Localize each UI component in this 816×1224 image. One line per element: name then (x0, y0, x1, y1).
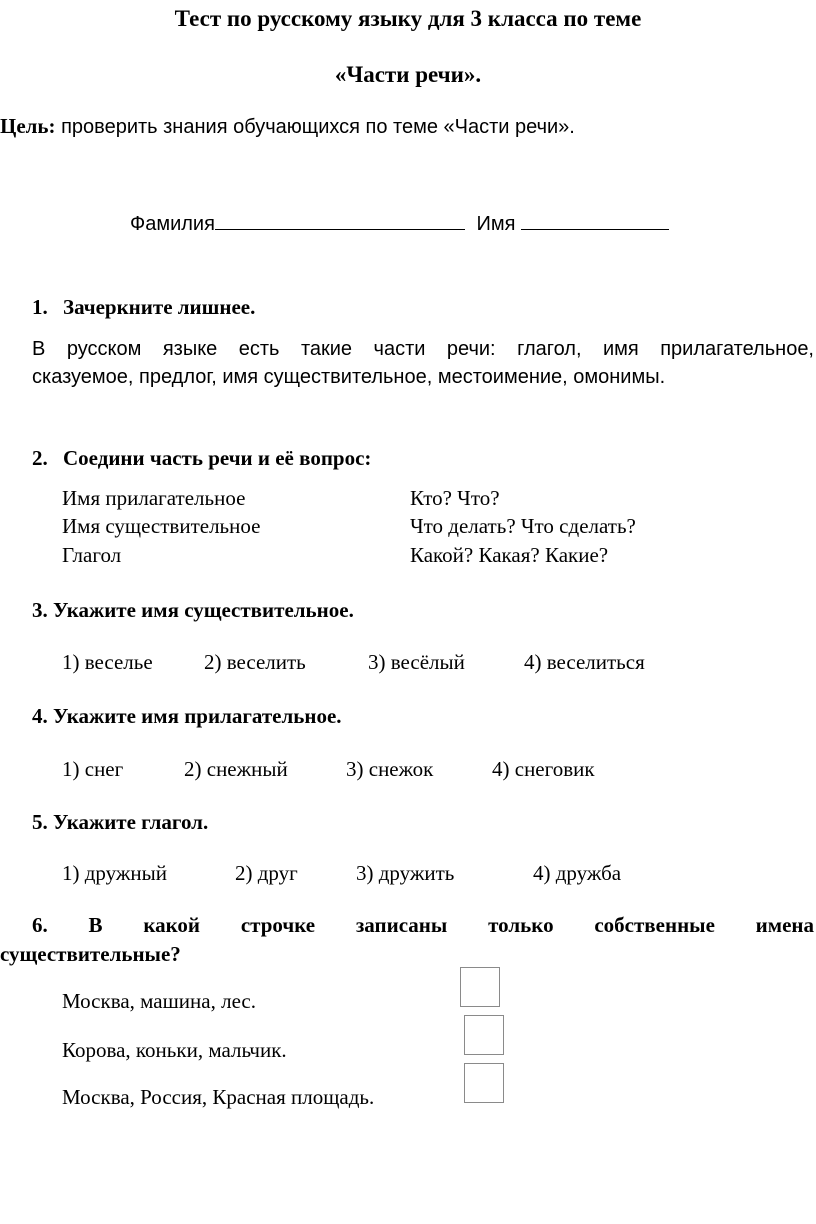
goal-line (0, 114, 575, 139)
q2-heading (32, 446, 371, 471)
q1-text-line1: В русском языке есть такие части речи: глагол, имя прилагательное, (32, 338, 814, 360)
q3-option[interactable]: 1) веселье (62, 650, 153, 674)
goal-text: проверить знания обучающихся по теме «Части речи». (55, 116, 575, 138)
q4-heading: 4. Укажите имя прилагательное. (32, 704, 342, 728)
q6-option: Москва, машина, лес. (62, 989, 256, 1013)
q4-option[interactable]: 4) снеговик (492, 757, 595, 781)
q5-option[interactable]: 1) дружный (62, 861, 167, 885)
q1-number: 1. (32, 295, 48, 319)
q3-option[interactable]: 4) веселиться (524, 650, 645, 674)
name-label: Имя (476, 213, 516, 235)
surname-blank[interactable] (215, 211, 465, 230)
q6-heading-line1: 6. В какой строчке записаны только собственные имена (32, 913, 814, 937)
q2-left-item: Имя прилагательное (62, 486, 246, 510)
q1-heading (32, 295, 255, 320)
page-subtitle: «Части речи». (334, 62, 482, 87)
q6-answer-checkbox[interactable] (464, 1015, 504, 1055)
q4-option[interactable]: 1) снег (62, 757, 124, 781)
q6-heading-line2: существительные? (0, 942, 181, 966)
q2-left-item: Глагол (62, 543, 122, 567)
q1-text-line2: сказуемое, предлог, имя существительное, местоимение, омонимы. (32, 366, 666, 388)
q2-right-item: Кто? Что? (410, 486, 500, 510)
q4-option[interactable]: 2) снежный (184, 757, 288, 781)
q5-heading: 5. Укажите глагол. (32, 810, 209, 834)
q5-option[interactable]: 3) дружить (356, 861, 455, 885)
q3-option[interactable]: 3) весёлый (368, 650, 465, 674)
q6-option: Корова, коньки, мальчик. (62, 1038, 287, 1062)
q5-option[interactable]: 4) дружба (533, 861, 622, 885)
q6-option: Москва, Россия, Красная площадь. (62, 1085, 375, 1109)
q3-option[interactable]: 2) веселить (204, 650, 306, 674)
page-title: Тест по русскому языку для 3 класса по теме (174, 6, 642, 31)
q1-title: Зачеркните лишнее. (63, 295, 256, 319)
student-fields (130, 211, 669, 236)
q2-title: Соедини часть речи и её вопрос: (63, 446, 372, 470)
q2-right-item: Какой? Какая? Какие? (410, 543, 609, 567)
surname-label: Фамилия (130, 213, 215, 235)
q6-answer-checkbox[interactable] (464, 1063, 504, 1103)
goal-label: Цель: (0, 114, 56, 138)
q2-left-item: Имя существительное (62, 514, 261, 538)
q4-option[interactable]: 3) снежок (346, 757, 434, 781)
q5-option[interactable]: 2) друг (235, 861, 298, 885)
q2-number: 2. (32, 446, 48, 470)
name-blank[interactable] (521, 211, 669, 230)
q3-heading: 3. Укажите имя существительное. (32, 598, 354, 622)
q6-answer-checkbox[interactable] (460, 967, 500, 1007)
q2-right-item: Что делать? Что сделать? (410, 514, 636, 538)
